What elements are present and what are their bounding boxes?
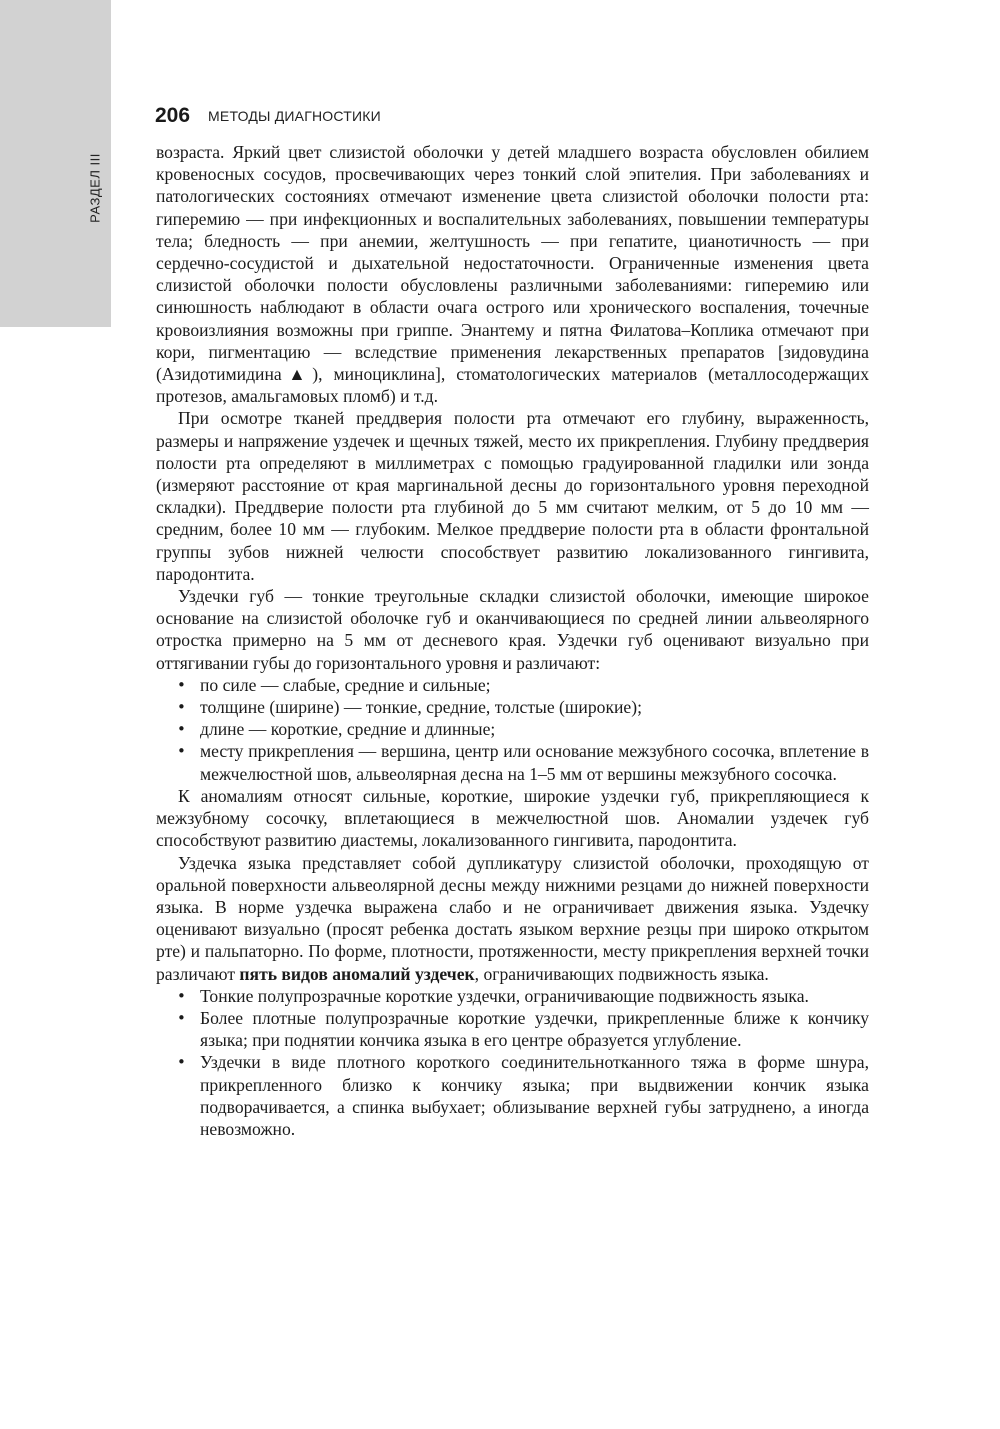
list-item — [156, 1051, 869, 1140]
list-item-text: длине — короткие, средние и длинные; — [200, 719, 496, 740]
list-item-text: по силе — слабые, средние и сильные; — [200, 674, 491, 695]
bullet-icon: • — [177, 742, 186, 761]
paragraph — [156, 852, 869, 985]
bullet-list — [156, 674, 869, 785]
page-header — [155, 104, 381, 128]
bullet-icon: • — [177, 1053, 186, 1072]
list-item — [156, 1007, 869, 1051]
list-item — [156, 985, 869, 1007]
bullet-list — [156, 985, 869, 1140]
paragraph: Уздечки губ — тонкие треугольные складки слизистой оболочки, имеющие широкое основание на слизистой оболочке губ и оканчивающиеся по средней линии альвеолярного отростка примерно на 5 мм от десневого края. Уздечки губ оценивают визуально при оттягивании губы до горизонтального уровня и различают: — [156, 586, 869, 673]
list-item-text: Более плотные полупрозрачные короткие уздечки, прикрепленные ближе к кончику языка; при поднятии кончика языка в его центре образуется углубление. — [200, 1007, 869, 1051]
list-item-text: Тонкие полупрозрачные короткие уздечки, ограничивающие подвижность языка. — [200, 985, 809, 1006]
paragraph: К аномалиям относят сильные, короткие, широкие уздечки губ, прикрепляющиеся к межзубному сосочку, вплетающиеся в межчелюстной шов. Аномалии уздечек губ способствуют развитию диастемы, локализованного гингивита, пародонтита. — [156, 785, 869, 851]
list-item-text: Уздечки в виде плотного короткого соединительнотканного тяжа в форме шнура, прикрепленного близко к кончику языка; при выдвижении кончик языка подворачивается, а спинка выбухает; облизывание верхней губы затруднено, а иногда невозможно. — [200, 1052, 869, 1139]
section-label: РАЗДЕЛ III — [87, 153, 103, 223]
list-item — [156, 740, 869, 784]
running-title: МЕТОДЫ ДИАГНОСТИКИ — [208, 108, 381, 124]
bullet-icon: • — [177, 720, 186, 739]
paragraph-text: , ограничивающих подвижность языка. — [474, 963, 769, 984]
bullet-icon: • — [177, 675, 186, 694]
paragraph-text: Уздечка языка представляет собой дупликатуру слизистой оболочки, проходящую от оральной поверхности альвеолярной десны между нижними резцами до нижней поверхности языка. В норме уздечка выражена слабо и не ограничивает движения языка. Уздечку оценивают визуально (просят ребенка достать языком верхние резцы при широко открытом рте) и пальпаторно. По форме, плотности, протяженности, месту прикрепления верхней точки различают — [156, 852, 869, 984]
list-item — [156, 674, 869, 696]
paragraph: возраста. Яркий цвет слизистой оболочки у детей младшего возраста обусловлен обилием кровеносных сосудов, просвечивающих через тонкий слой эпителия. При заболеваниях и патологических состояниях отмечают изменение цвета слизистой оболочки полости рта: гиперемию — при инфекционных и воспалительных заболеваниях, повышении температуры тела; бледность — при анемии, желтушность — при гепатите, цианотичность — при сердечно-сосудистой и дыхательной недостаточности. Ограниченные изменения цвета слизистой оболочки полости обусловлены различными заболеваниями: гиперемию или синюшность наблюдают в области очага острого или хронического воспаления, точечные кровоизлияния возможны при гриппе. Энантему и пятна Филатова–Коплика отмечают при кори, пигментацию — вследствие применения лекарственных препаратов [зидовудина (Азидотимидина▲), миноциклина], стоматологических материалов (металлосодержащих протезов, амальгамовых пломб) и т.д. — [156, 142, 869, 407]
list-item-text: месту прикрепления — вершина, центр или основание межзубного сосочка, вплетение в межчелюстной шов, альвеолярная десна на 1–5 мм от вершины межзубного сосочка. — [200, 741, 869, 784]
bullet-icon: • — [177, 698, 186, 717]
list-item — [156, 718, 869, 740]
bullet-icon: • — [177, 1008, 186, 1027]
list-item-text: толщине (ширине) — тонкие, средние, толстые (широкие); — [200, 697, 642, 718]
bullet-icon: • — [177, 986, 186, 1005]
list-item — [156, 696, 869, 718]
emphasis-text: пять видов аномалий уздечек — [239, 963, 475, 984]
body-text — [156, 141, 869, 1140]
paragraph: При осмотре тканей преддверия полости рта отмечают его глубину, выраженность, размеры и напряжение уздечек и щечных тяжей, место их прикрепления. Глубину преддверия полости рта определяют в миллиметрах с помощью градуированной гладилки или зонда (измеряют расстояние от края маргинальной десны до горизонтального уровня переходной складки). Преддверие полости рта глубиной до 5 мм считают мелким, от 5 до 10 мм — средним, более 10 мм — глубоким. Мелкое преддверие полости рта в области фронтальной группы зубов нижней челюсти способствует развитию локализованного гингивита, пародонтита. — [156, 408, 869, 584]
page-number: 206 — [155, 104, 191, 127]
